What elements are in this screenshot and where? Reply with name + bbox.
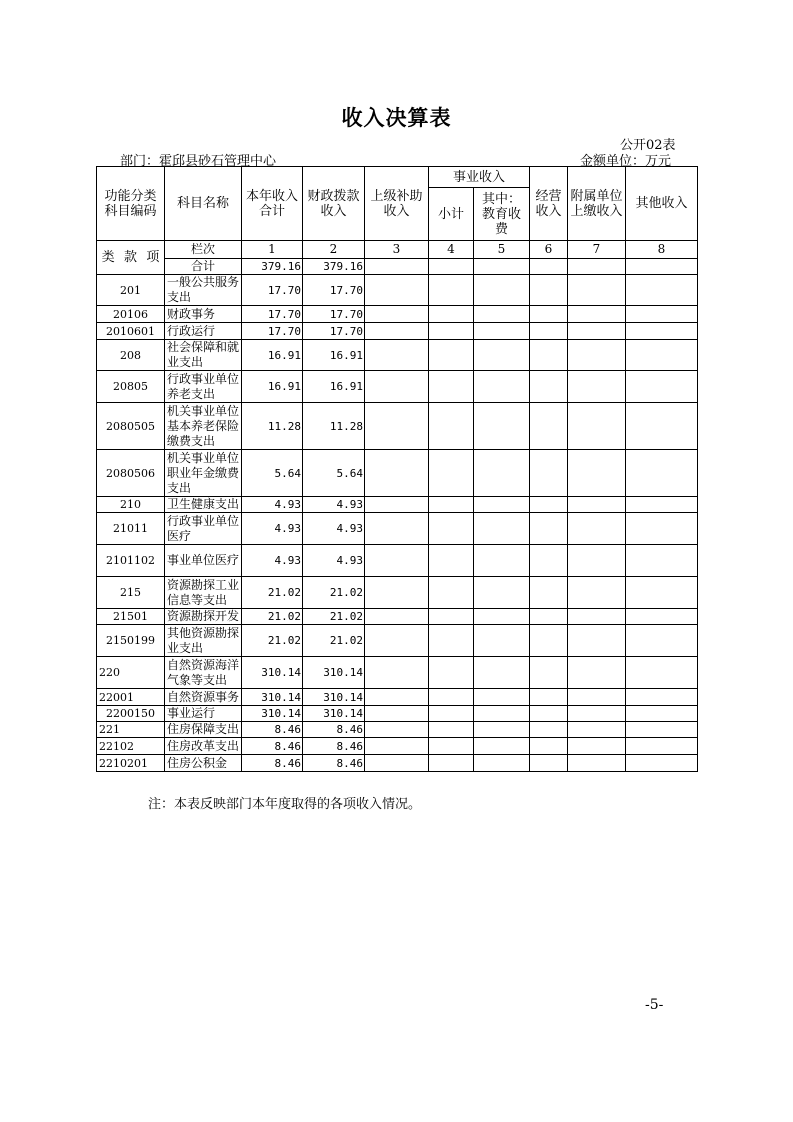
lei-label: 类 <box>101 250 115 265</box>
row-code: 22102 <box>97 738 165 755</box>
row-subject-name: 机关事业单位基本养老保险缴费支出 <box>165 403 242 450</box>
row-empty-cell <box>429 738 474 755</box>
header-edu-fee: 其中：教育收费 <box>474 188 530 241</box>
row-code: 20106 <box>97 306 165 323</box>
header-subtotal: 小计 <box>429 188 474 241</box>
page-title: 收入决算表 <box>341 106 452 130</box>
row-empty-cell <box>530 306 568 323</box>
row-empty-cell <box>474 755 530 772</box>
col-index-7: 7 <box>568 241 626 259</box>
row-empty-cell <box>429 306 474 323</box>
row-empty-cell <box>530 450 568 497</box>
row-empty-cell <box>626 497 698 513</box>
row-empty-cell <box>429 577 474 609</box>
row-empty-cell <box>530 371 568 403</box>
row-subject-name: 行政运行 <box>165 323 242 340</box>
row-empty-cell <box>568 722 626 738</box>
header-upper-subsidy: 上级补助收入 <box>365 167 429 241</box>
header-fiscal: 财政拨款收入 <box>303 167 365 241</box>
table-row <box>97 657 698 689</box>
table-row <box>97 403 698 450</box>
row-empty-cell <box>626 625 698 657</box>
col-index-8: 8 <box>626 241 698 259</box>
row-empty-cell <box>530 689 568 706</box>
row-empty-cell <box>429 403 474 450</box>
row-empty-cell <box>365 657 429 689</box>
row-empty-cell <box>365 323 429 340</box>
row-empty-cell <box>530 625 568 657</box>
row-total: 8.46 <box>242 722 303 738</box>
row-empty-cell <box>626 323 698 340</box>
row-total: 310.14 <box>242 657 303 689</box>
row-empty-cell <box>568 497 626 513</box>
total-row-total: 379.16 <box>242 259 303 275</box>
row-fiscal: 21.02 <box>303 609 365 625</box>
row-empty-cell <box>474 371 530 403</box>
col-index-1: 1 <box>242 241 303 259</box>
kuan-label: 款 <box>123 250 137 265</box>
table-row <box>97 497 698 513</box>
row-subject-name: 其他资源勘探业支出 <box>165 625 242 657</box>
row-code: 2210201 <box>97 755 165 772</box>
row-empty-cell <box>474 577 530 609</box>
row-empty-cell <box>365 689 429 706</box>
row-empty-cell <box>568 738 626 755</box>
row-empty-cell <box>429 340 474 371</box>
row-empty-cell <box>530 706 568 722</box>
row-fiscal: 310.14 <box>303 689 365 706</box>
row-subject-name: 资源勘探工业信息等支出 <box>165 577 242 609</box>
row-empty-cell <box>429 450 474 497</box>
table-row <box>97 513 698 545</box>
row-code: 2101102 <box>97 545 165 577</box>
row-empty-cell <box>474 450 530 497</box>
row-empty-cell <box>530 609 568 625</box>
row-fiscal: 16.91 <box>303 340 365 371</box>
total-row-label: 合计 <box>165 259 242 275</box>
table-row <box>97 340 698 371</box>
row-empty-cell <box>365 577 429 609</box>
table-row <box>97 706 698 722</box>
row-total: 11.28 <box>242 403 303 450</box>
row-empty-cell <box>429 625 474 657</box>
header-total: 本年收入合计 <box>242 167 303 241</box>
lanci-label: 栏次 <box>165 241 242 259</box>
table-row <box>97 609 698 625</box>
row-empty-cell <box>568 403 626 450</box>
table-row <box>97 545 698 577</box>
row-empty-cell <box>530 513 568 545</box>
row-empty-cell <box>365 738 429 755</box>
row-code: 22001 <box>97 689 165 706</box>
row-empty-cell <box>429 657 474 689</box>
header-func-code: 功能分类科目编码 <box>97 167 165 241</box>
row-empty-cell <box>626 609 698 625</box>
row-empty-cell <box>365 755 429 772</box>
row-empty-cell <box>568 657 626 689</box>
row-code: 2200150 <box>97 706 165 722</box>
row-code: 208 <box>97 340 165 371</box>
department-label: 部门：霍邱县砂石管理中心 <box>120 154 277 169</box>
row-empty-cell <box>626 450 698 497</box>
row-empty-cell <box>474 497 530 513</box>
row-empty-cell <box>568 513 626 545</box>
row-total: 17.70 <box>242 306 303 323</box>
row-empty-cell <box>474 625 530 657</box>
header-affiliated: 附属单位上缴收入 <box>568 167 626 241</box>
table-row <box>97 306 698 323</box>
row-empty-cell <box>626 706 698 722</box>
row-empty-cell <box>474 689 530 706</box>
total-row <box>97 259 698 275</box>
header-operating: 经营收入 <box>530 167 568 241</box>
row-subject-name: 行政事业单位医疗 <box>165 513 242 545</box>
row-empty-cell <box>626 340 698 371</box>
row-empty-cell <box>530 545 568 577</box>
row-empty-cell <box>568 306 626 323</box>
row-subject-name: 自然资源海洋气象等支出 <box>165 657 242 689</box>
row-code: 2010601 <box>97 323 165 340</box>
row-empty-cell <box>626 722 698 738</box>
row-total: 8.46 <box>242 755 303 772</box>
row-empty-cell <box>530 738 568 755</box>
table-row <box>97 722 698 738</box>
row-empty-cell <box>474 340 530 371</box>
row-total: 17.70 <box>242 275 303 306</box>
row-code: 210 <box>97 497 165 513</box>
row-empty-cell <box>626 657 698 689</box>
row-total: 21.02 <box>242 609 303 625</box>
row-empty-cell <box>568 609 626 625</box>
row-subject-name: 卫生健康支出 <box>165 497 242 513</box>
row-code: 20805 <box>97 371 165 403</box>
row-empty-cell <box>365 340 429 371</box>
row-empty-cell <box>568 625 626 657</box>
col-index-6: 6 <box>530 241 568 259</box>
row-empty-cell <box>530 755 568 772</box>
row-fiscal: 310.14 <box>303 657 365 689</box>
row-fiscal: 8.46 <box>303 755 365 772</box>
col-index-3: 3 <box>365 241 429 259</box>
row-empty-cell <box>530 403 568 450</box>
col-index-5: 5 <box>474 241 530 259</box>
row-total: 310.14 <box>242 689 303 706</box>
row-empty-cell <box>365 403 429 450</box>
row-total: 8.46 <box>242 738 303 755</box>
page-number: -5- <box>645 997 664 1013</box>
row-empty-cell <box>474 738 530 755</box>
row-fiscal: 4.93 <box>303 497 365 513</box>
row-empty-cell <box>365 306 429 323</box>
row-subject-name: 住房改革支出 <box>165 738 242 755</box>
row-subject-name: 一般公共服务支出 <box>165 275 242 306</box>
row-empty-cell <box>429 497 474 513</box>
row-empty-cell <box>568 577 626 609</box>
row-empty-cell <box>474 657 530 689</box>
row-empty-cell <box>626 403 698 450</box>
row-total: 17.70 <box>242 323 303 340</box>
row-empty-cell <box>626 689 698 706</box>
row-fiscal: 4.93 <box>303 513 365 545</box>
xiang-label: 项 <box>146 250 160 265</box>
row-empty-cell <box>530 323 568 340</box>
row-subject-name: 住房保障支出 <box>165 722 242 738</box>
row-empty-cell <box>474 513 530 545</box>
row-fiscal: 8.46 <box>303 738 365 755</box>
row-empty-cell <box>365 275 429 306</box>
row-subject-name: 事业运行 <box>165 706 242 722</box>
row-fiscal: 4.93 <box>303 545 365 577</box>
row-empty-cell <box>429 513 474 545</box>
row-total: 4.93 <box>242 545 303 577</box>
row-code: 21501 <box>97 609 165 625</box>
row-empty-cell <box>568 755 626 772</box>
col-index-2: 2 <box>303 241 365 259</box>
row-empty-cell <box>568 689 626 706</box>
row-empty-cell <box>474 609 530 625</box>
row-total: 21.02 <box>242 625 303 657</box>
row-code: 21011 <box>97 513 165 545</box>
row-empty-cell <box>530 657 568 689</box>
row-code: 2080506 <box>97 450 165 497</box>
row-empty-cell <box>429 371 474 403</box>
row-empty-cell <box>568 340 626 371</box>
row-subject-name: 机关事业单位职业年金缴费支出 <box>165 450 242 497</box>
row-empty-cell <box>626 371 698 403</box>
row-empty-cell <box>429 755 474 772</box>
row-fiscal: 16.91 <box>303 371 365 403</box>
row-empty-cell <box>530 275 568 306</box>
row-code: 2080505 <box>97 403 165 450</box>
row-empty-cell <box>530 497 568 513</box>
row-total: 21.02 <box>242 577 303 609</box>
row-code: 215 <box>97 577 165 609</box>
row-subject-name: 资源勘探开发 <box>165 609 242 625</box>
row-total: 4.93 <box>242 513 303 545</box>
row-code: 2150199 <box>97 625 165 657</box>
row-empty-cell <box>365 371 429 403</box>
row-empty-cell <box>474 545 530 577</box>
row-empty-cell <box>429 706 474 722</box>
row-subject-name: 事业单位医疗 <box>165 545 242 577</box>
amount-unit-label: 金额单位：万元 <box>580 154 672 169</box>
table-row <box>97 577 698 609</box>
row-empty-cell <box>429 722 474 738</box>
table-row <box>97 689 698 706</box>
row-empty-cell <box>568 545 626 577</box>
table-row <box>97 738 698 755</box>
header-subject-name: 科目名称 <box>165 167 242 241</box>
row-fiscal: 17.70 <box>303 275 365 306</box>
form-number: 公开02表 <box>620 138 676 153</box>
row-empty-cell <box>568 450 626 497</box>
row-empty-cell <box>626 275 698 306</box>
row-total: 5.64 <box>242 450 303 497</box>
header-lei <box>97 241 165 275</box>
row-empty-cell <box>626 513 698 545</box>
row-empty-cell <box>365 450 429 497</box>
row-subject-name: 行政事业单位养老支出 <box>165 371 242 403</box>
row-total: 16.91 <box>242 340 303 371</box>
header-other: 其他收入 <box>626 167 698 241</box>
row-empty-cell <box>568 323 626 340</box>
row-empty-cell <box>474 323 530 340</box>
row-empty-cell <box>626 738 698 755</box>
row-empty-cell <box>429 609 474 625</box>
row-empty-cell <box>568 275 626 306</box>
row-code: 221 <box>97 722 165 738</box>
row-empty-cell <box>365 722 429 738</box>
table-row <box>97 371 698 403</box>
row-subject-name: 住房公积金 <box>165 755 242 772</box>
row-empty-cell <box>474 306 530 323</box>
total-row-fiscal: 379.16 <box>303 259 365 275</box>
row-empty-cell <box>626 755 698 772</box>
row-code: 220 <box>97 657 165 689</box>
row-empty-cell <box>474 706 530 722</box>
row-fiscal: 5.64 <box>303 450 365 497</box>
row-empty-cell <box>365 545 429 577</box>
row-total: 16.91 <box>242 371 303 403</box>
row-empty-cell <box>530 722 568 738</box>
table-row <box>97 323 698 340</box>
row-empty-cell <box>429 545 474 577</box>
row-empty-cell <box>474 275 530 306</box>
row-empty-cell <box>626 577 698 609</box>
table-row <box>97 275 698 306</box>
row-fiscal: 8.46 <box>303 722 365 738</box>
row-fiscal: 21.02 <box>303 625 365 657</box>
row-empty-cell <box>530 577 568 609</box>
row-fiscal: 17.70 <box>303 323 365 340</box>
row-empty-cell <box>365 513 429 545</box>
row-total: 4.93 <box>242 497 303 513</box>
row-subject-name: 自然资源事务 <box>165 689 242 706</box>
row-empty-cell <box>474 403 530 450</box>
row-empty-cell <box>365 497 429 513</box>
table-row <box>97 450 698 497</box>
row-empty-cell <box>365 609 429 625</box>
income-table <box>96 166 698 772</box>
row-total: 310.14 <box>242 706 303 722</box>
row-empty-cell <box>530 340 568 371</box>
row-empty-cell <box>429 323 474 340</box>
row-empty-cell <box>429 689 474 706</box>
row-empty-cell <box>568 371 626 403</box>
header-business-income: 事业收入 <box>429 167 530 188</box>
row-fiscal: 21.02 <box>303 577 365 609</box>
row-empty-cell <box>365 625 429 657</box>
table-row <box>97 755 698 772</box>
row-code: 201 <box>97 275 165 306</box>
row-empty-cell <box>429 275 474 306</box>
row-subject-name: 社会保障和就业支出 <box>165 340 242 371</box>
footnote: 注：本表反映部门本年度取得的各项收入情况。 <box>148 797 422 812</box>
row-fiscal: 17.70 <box>303 306 365 323</box>
col-index-4: 4 <box>429 241 474 259</box>
row-fiscal: 11.28 <box>303 403 365 450</box>
row-empty-cell <box>568 706 626 722</box>
row-empty-cell <box>365 706 429 722</box>
row-subject-name: 财政事务 <box>165 306 242 323</box>
row-empty-cell <box>626 306 698 323</box>
row-empty-cell <box>626 545 698 577</box>
table-row <box>97 625 698 657</box>
row-fiscal: 310.14 <box>303 706 365 722</box>
row-empty-cell <box>474 722 530 738</box>
